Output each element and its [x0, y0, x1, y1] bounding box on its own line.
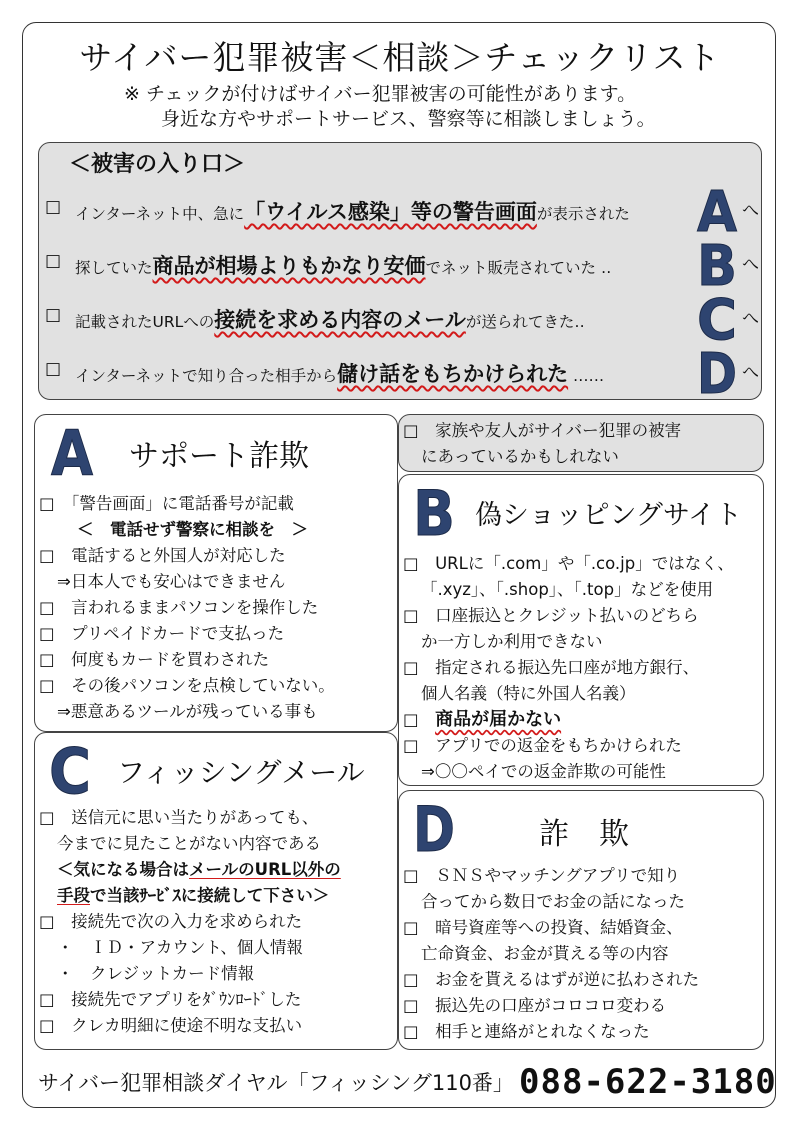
hotline-number[interactable]: 088-622-3180 — [519, 1062, 777, 1102]
sub-item: ・ ＩＤ・アカウント、個人情報 — [57, 938, 303, 957]
checkbox[interactable]: □ — [403, 996, 419, 1015]
check-item-cont: 亡命資金、お金が貰える等の内容 — [421, 944, 669, 963]
svg-text:D: D — [413, 793, 455, 866]
section-d-title: 詐 欺 — [539, 817, 629, 852]
intro-note-line1: ※ チェックが付けばサイバー犯罪被害の可能性があります。 — [124, 83, 637, 105]
check-item: □ 振込先の口座がコロコロ変わる — [403, 996, 667, 1015]
entry-row-d — [45, 342, 759, 407]
checkbox[interactable]: □ — [39, 808, 55, 827]
entry-row-c — [45, 288, 759, 353]
section-b-title: 偽ショッピングサイト — [475, 500, 743, 531]
letter-b-icon — [695, 234, 739, 299]
arrow-label: へ — [742, 201, 759, 221]
svg-text:A: A — [51, 417, 94, 490]
check-item: □ ＳＮＳやマッチングアプリで知り — [403, 866, 681, 885]
advice-text: ＜気になる場合はメールのURL以外の — [57, 860, 341, 879]
check-item: □ アプリでの返金をもちかけられた — [403, 736, 682, 755]
svg-text:C: C — [49, 735, 91, 808]
arrow-label: へ — [742, 363, 759, 383]
hint-text: ⇒〇〇ペイでの返金詐欺の可能性 — [421, 762, 666, 781]
letter-d-icon — [411, 793, 457, 866]
letter-a-icon — [695, 180, 739, 245]
checkbox[interactable]: □ — [39, 494, 55, 513]
check-item: □ その後パソコンを点検していない。 — [39, 676, 335, 695]
section-c-phishing-mail — [34, 732, 398, 1050]
entry-row-b — [45, 234, 759, 299]
check-item: □ 接続先でアプリをﾀﾞｳﾝﾛｰﾄﾞした — [39, 990, 302, 1009]
checkbox[interactable]: □ — [403, 918, 419, 937]
checkbox[interactable]: □ — [403, 1022, 419, 1041]
checkbox[interactable]: □ — [39, 650, 55, 669]
check-item: □ 送信元に思い当たりがあっても、 — [39, 808, 319, 827]
entry-row-a — [45, 180, 759, 245]
checkbox[interactable]: □ — [403, 606, 419, 625]
entry-heading: ＜被害の入り口＞ — [69, 152, 246, 177]
check-item: □ 家族や友人がサイバー犯罪の被害 — [403, 421, 682, 440]
check-item: □ 電話すると外国人が対応した — [39, 546, 286, 565]
arrow-label: へ — [742, 255, 759, 275]
checkbox[interactable]: □ — [39, 546, 55, 565]
section-a-support-fraud — [34, 414, 398, 732]
checkbox[interactable]: □ — [39, 598, 55, 617]
svg-text:B: B — [697, 234, 737, 299]
check-item: □ プリペイドカードで支払った — [39, 624, 285, 643]
letter-c-icon — [695, 288, 739, 353]
intro-note-line2: 身近な方やサポートサービス、警察等に相談しましょう。 — [161, 108, 656, 130]
checkbox[interactable]: □ — [403, 710, 419, 729]
letter-b-icon — [411, 477, 457, 550]
entry-row-text: 探していた商品が相場よりもかなり安価でネット販売されていた ‥ — [75, 254, 612, 278]
letter-c-icon — [47, 735, 93, 808]
check-item: □ 口座振込とクレジット払いのどちら — [403, 606, 699, 625]
checkbox[interactable]: □ — [403, 658, 419, 677]
check-item: □ 暗号資産等への投資、結婚資金、 — [403, 918, 683, 937]
checkbox[interactable]: □ — [403, 736, 419, 755]
svg-text:B: B — [413, 477, 455, 550]
checkbox[interactable]: □ — [45, 359, 62, 379]
check-item-cont: 合ってから数日でお金の話になった — [421, 892, 685, 911]
checkbox[interactable]: □ — [403, 421, 419, 440]
entry-row-text: インターネット中、急に「ウイルス感染」等の警告画面が表示された — [75, 200, 630, 224]
family-check-box — [398, 414, 764, 472]
intro-note — [124, 82, 656, 132]
check-item: □ 指定される振込先口座が地方銀行、 — [403, 658, 700, 677]
family-line2: にあっているかもしれない — [421, 447, 619, 466]
page-title: サイバー犯罪被害＜相談＞チェックリスト — [79, 38, 721, 77]
svg-text:C: C — [697, 288, 737, 353]
arrow-label: へ — [742, 309, 759, 329]
letter-a-icon — [49, 417, 95, 490]
checkbox[interactable]: □ — [45, 197, 62, 217]
check-item: □ 相手と連絡がとれなくなった — [403, 1022, 650, 1041]
check-item: □ 接続先で次の入力を求められた — [39, 912, 303, 931]
entry-row-text: インターネットで知り合った相手から儲け話をもちかけられた ‥‥‥ — [75, 362, 605, 386]
checkbox[interactable]: □ — [39, 624, 55, 643]
section-d-fraud — [398, 790, 764, 1050]
section-a-title: サポート詐欺 — [129, 439, 309, 474]
hint-text: ⇒日本人でも安心はできません — [57, 572, 286, 591]
sub-item: ・ クレジットカード情報 — [57, 964, 255, 983]
checkbox[interactable]: □ — [403, 554, 419, 573]
checkbox[interactable]: □ — [403, 970, 419, 989]
check-item: □ 商品が届かない — [403, 709, 562, 730]
entry-points-panel — [38, 142, 762, 407]
check-item: □ お金を貰えるはずが逆に払わされた — [403, 970, 700, 989]
checkbox[interactable]: □ — [45, 251, 62, 271]
section-b-fake-shopping — [398, 474, 764, 786]
check-item-cont: 今までに見たことがない内容である — [57, 834, 321, 853]
check-item-cont: 「.xyz」、「.shop」、「.top」などを使用 — [421, 580, 714, 599]
check-item: □ URLに「.com」や「.co.jp」ではなく、 — [403, 554, 734, 573]
check-item: □ クレカ明細に使途不明な支払い — [39, 1016, 303, 1035]
letter-d-icon — [695, 342, 739, 407]
checkbox[interactable]: □ — [39, 1016, 55, 1035]
entry-row-text: 記載されたURLへの接続を求める内容のメールが送られてきた‥ — [75, 308, 585, 332]
advice-text: 手段で当該ｻｰﾋﾞｽに接続して下さい＞ — [57, 886, 330, 905]
svg-text:D: D — [697, 342, 737, 407]
checkbox[interactable]: □ — [39, 676, 55, 695]
hotline-footer — [38, 1062, 777, 1102]
checkbox[interactable]: □ — [403, 866, 419, 885]
check-item-cont: 個人名義（特に外国人名義） — [421, 684, 636, 703]
check-item: □ 言われるままパソコンを操作した — [39, 598, 319, 617]
checkbox[interactable]: □ — [45, 305, 62, 325]
advice-text: ＜ 電話せず警察に相談を ＞ — [77, 520, 308, 539]
check-item: □ 「警告画面」に電話番号が記載 — [39, 494, 294, 513]
svg-text:A: A — [697, 180, 738, 245]
hint-text: ⇒悪意あるツールが残っている事も — [57, 702, 318, 721]
check-item-cont: か一方しか利用できない — [421, 632, 603, 651]
section-c-title: フィッシングメール — [117, 756, 365, 789]
checkbox[interactable]: □ — [39, 912, 55, 931]
check-item: □ 何度もカードを買わされた — [39, 650, 270, 669]
checkbox[interactable]: □ — [39, 990, 55, 1009]
hotline-label: サイバー犯罪相談ダイヤル「フィッシング110番」 — [38, 1071, 514, 1095]
